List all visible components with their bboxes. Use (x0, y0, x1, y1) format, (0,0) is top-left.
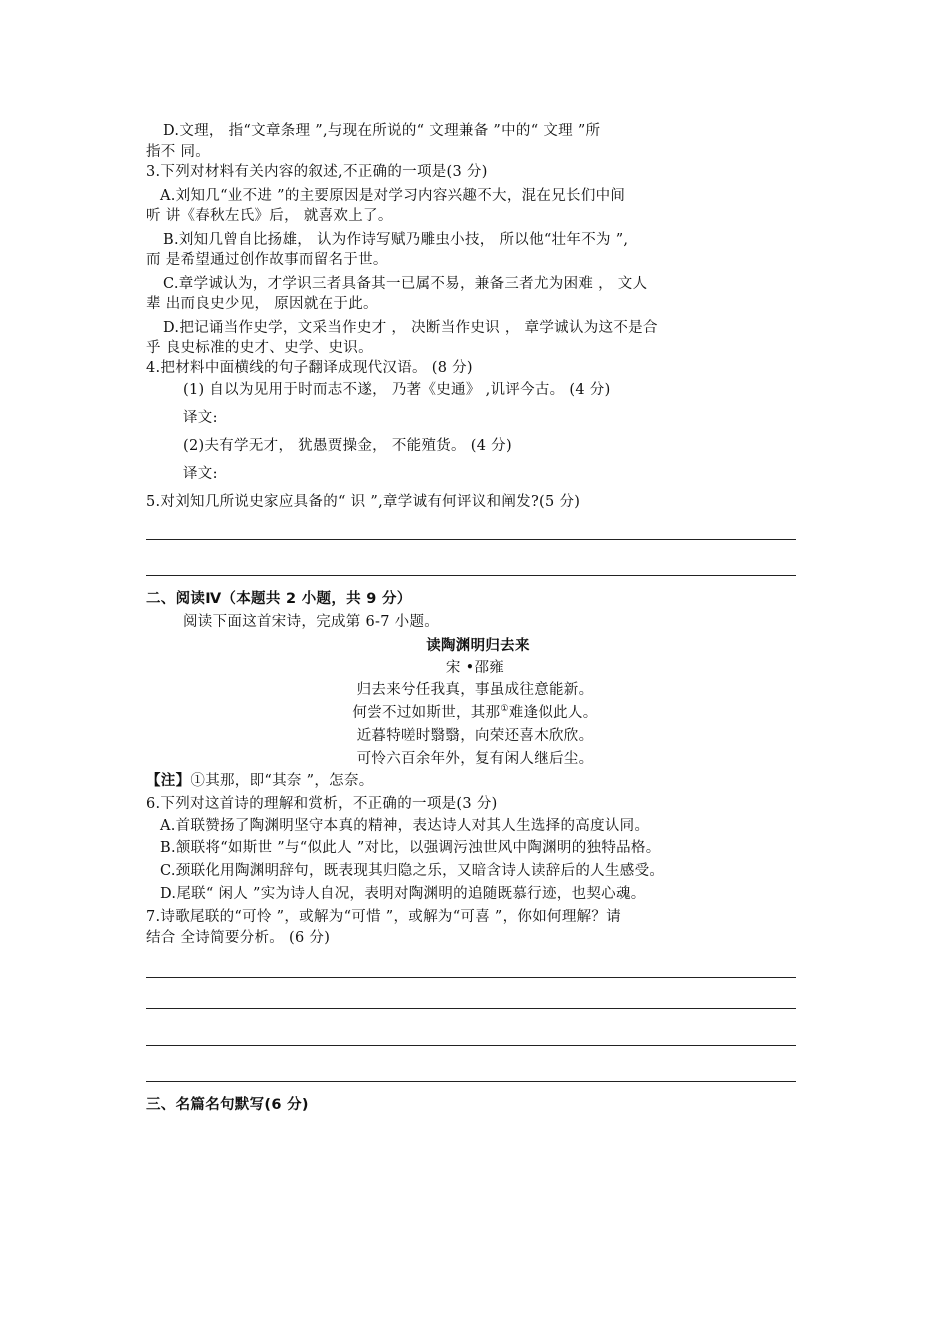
q3-stem: 3.下列对材料有关内容的叙述,不正确的一项是(3 分) (146, 164, 488, 180)
poem-note (146, 771, 374, 791)
section-3-heading: 三、名篇名句默写(6 分) (146, 1097, 309, 1113)
answer-line (146, 977, 796, 978)
q3-option-a-line2: 听 讲《春秋左氏》后， 就喜欢上了。 (146, 208, 393, 224)
q6-option-b: B.颔联将“如斯世 ”与“似此人 ”对比，以强调污浊世风中陶渊明的独特品格。 (160, 840, 661, 856)
q4-subquestion-1: (1) 自以为见用于时而志不遂， 乃著《史通》 ,讥评今古。 (4 分) (183, 382, 611, 398)
section-2-intro: 阅读下面这首宋诗，完成第 6-7 小题。 (183, 614, 440, 630)
q6-option-c: C.颈联化用陶渊明辞句，既表现其归隐之乐，又暗含诗人读辞后的人生感受。 (160, 863, 665, 879)
q2-option-d-line1: D.文理， 指“文章条理 ”,与现在所说的“ 文理兼备 ”中的“ 文理 ”所 (163, 123, 601, 139)
q3-option-a-line1: A.刘知几“业不进 ”的主要原因是对学习内容兴趣不大，混在兄长们中间 (160, 188, 626, 204)
q4-answer-label-2: 译文: (183, 466, 218, 482)
q3-option-c-line1: C.章学诚认为，才学识三者具备其一已属不易，兼备三者尤为困难 ， 文人 (163, 276, 648, 292)
poem-line-3: 近暮特嗟时翳翳，向荣还喜木欣欣。 (356, 728, 594, 744)
q6-option-d: D.尾联“ 闲人 ”实为诗人自况，表明对陶渊明的追随既慕行迹，也契心魂。 (160, 886, 646, 902)
q7-stem-line2: 结合 全诗简要分析。 (6 分) (146, 930, 331, 946)
q3-option-b-line1: B.刘知几曾自比扬雄， 认为作诗写赋乃雕虫小技， 所以他“壮年不为 ”, (163, 232, 629, 248)
section-2-heading: 二、阅读Ⅳ（本题共 2 小题，共 9 分） (146, 591, 412, 607)
poem-line-4: 可怜六百余年外，复有闲人继后尘。 (356, 751, 594, 767)
poem-line-2 (0, 703, 950, 723)
q3-option-b-line2: 而 是希望通过创作故事而留名于世。 (146, 252, 388, 268)
footnote-marker: ① (500, 704, 509, 715)
answer-line (146, 1045, 796, 1046)
q4-subquestion-2: (2)夫有学无才， 犹愚贾操金， 不能殖货。 (4 分) (183, 438, 512, 454)
q7-stem-line1: 7.诗歌尾联的“可怜 ”，或解为“可惜 ”，或解为“可喜 ”，你如何理解？请 (146, 909, 622, 925)
poem-title: 读陶渊明归去来 (426, 638, 530, 654)
q6-stem: 6.下列对这首诗的理解和赏析，不正确的一项是(3 分) (146, 796, 498, 812)
q3-option-d-line2: 乎 良史标准的史才、史学、史识。 (146, 340, 373, 356)
note-label: 【注】 (146, 773, 191, 789)
answer-line (146, 575, 796, 576)
q4-answer-label-1: 译文: (183, 410, 218, 426)
q5-stem: 5.对刘知几所说史家应具备的“ 识 ”,章学诚有何评议和阐发?(5 分) (146, 494, 581, 510)
answer-line (146, 1008, 796, 1009)
q3-option-d-line1: D.把记诵当作史学，文采当作史才 ， 决断当作史识 ， 章学诚认为这不是合 (163, 320, 658, 336)
note-text: ①其那，即“其奈 ”，怎奈。 (190, 773, 374, 789)
poem-line-1: 归去来兮任我真，事虽成往意能新。 (356, 682, 594, 698)
poem-line-2-part-b: 难逢似此人。 (508, 705, 598, 721)
q3-option-c-line2: 辈 出而良史少见， 原因就在于此。 (146, 296, 378, 312)
answer-line (146, 539, 796, 540)
q4-stem: 4.把材料中面横线的句子翻译成现代汉语。 (8 分) (146, 360, 473, 376)
q2-option-d-line2: 指不 同。 (146, 144, 211, 160)
answer-line (146, 1081, 796, 1082)
q6-option-a: A.首联赞扬了陶渊明坚守本真的精神，表达诗人对其人生选择的高度认同。 (160, 818, 650, 834)
poem-line-2-part-a: 何尝不过如斯世，其那 (352, 705, 501, 721)
poem-author: 宋 •邵雍 (445, 660, 505, 676)
